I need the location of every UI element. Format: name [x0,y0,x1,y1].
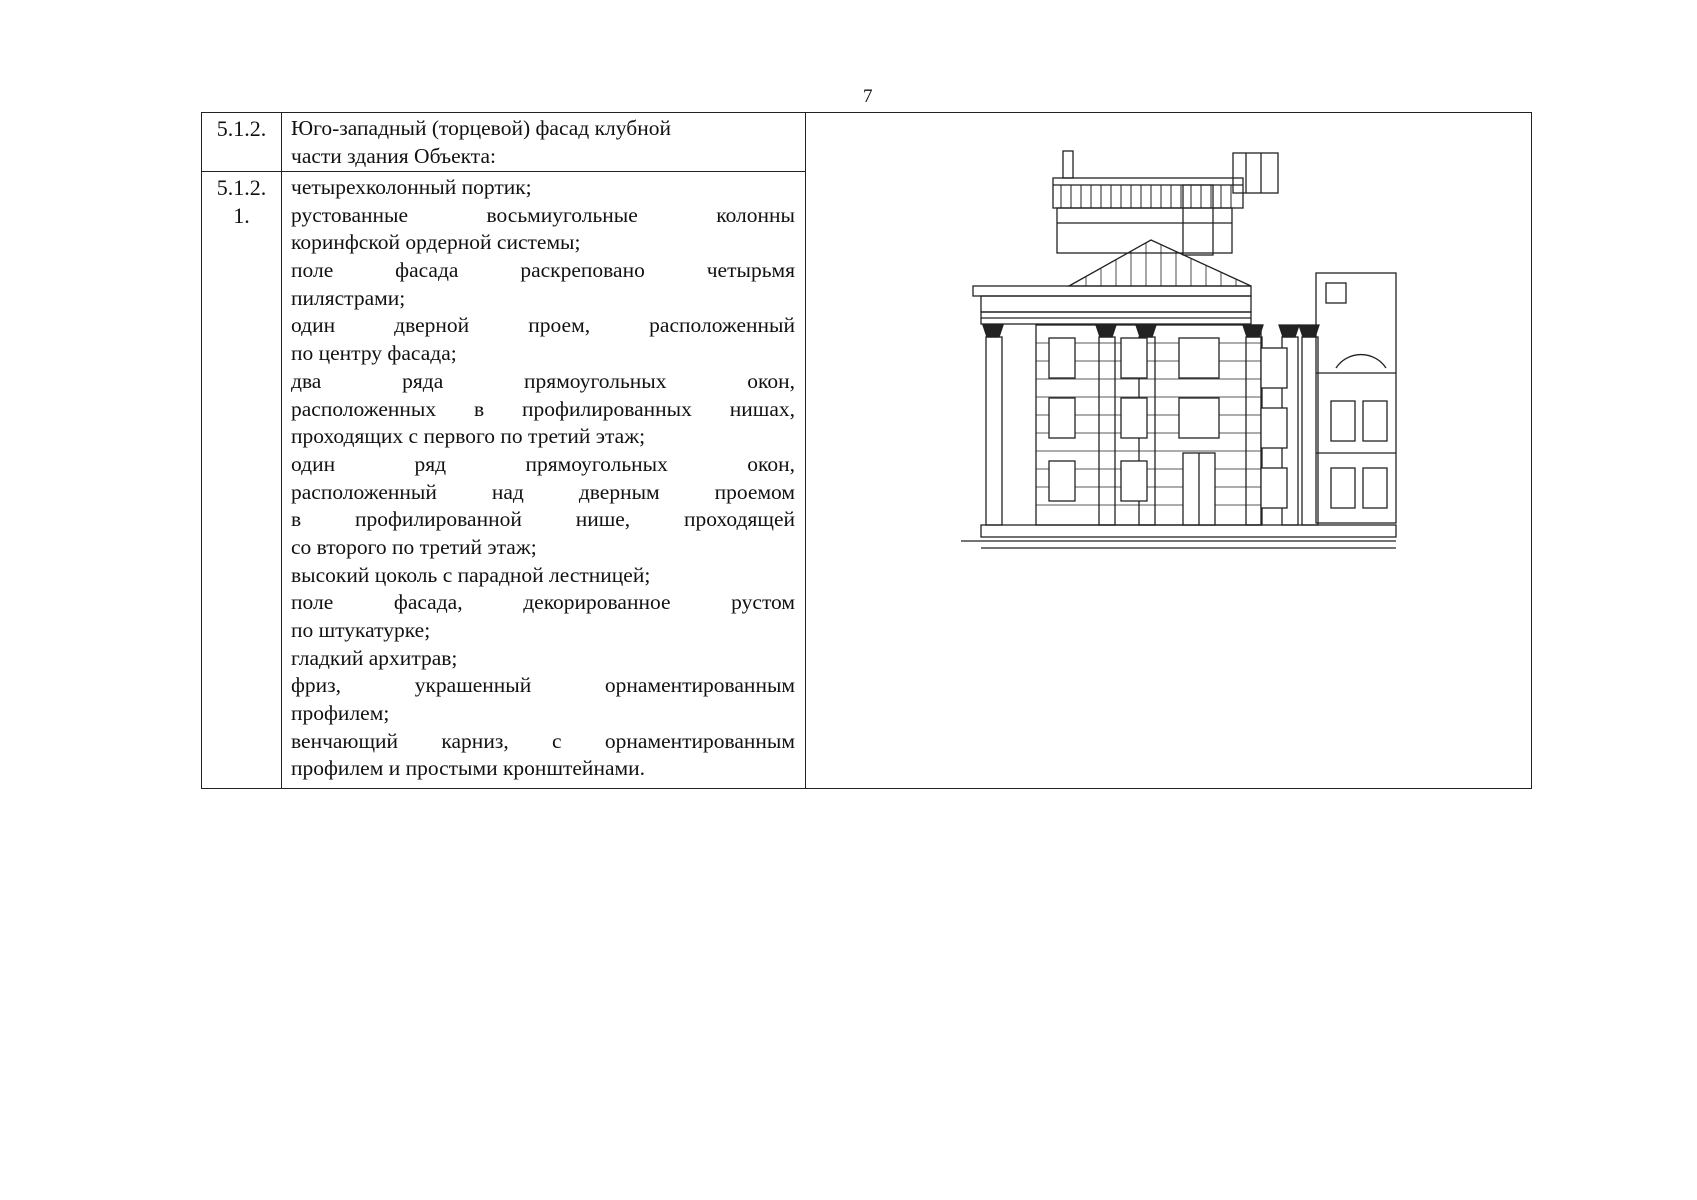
text-line: один дверной проем, расположенный [291,313,795,338]
text-line: поле фасада раскреповано четырьмя [291,258,795,283]
image-cell [806,113,1532,789]
text-line: со второго по третий этаж; [291,534,537,559]
text-line: Юго-западный (торцевой) фасад клубной [291,116,671,140]
text-line: четырехколонный портик; [291,175,532,199]
text-line: расположенный над дверным проемом [291,479,795,504]
table-row [202,113,1532,172]
page-number: 7 [863,86,873,107]
feature-table [201,112,1532,789]
text-line: высокий цоколь с парадной лестницей; [291,562,651,587]
text-line: два ряда прямоугольных окон, [291,368,795,393]
text-line: в профилированной нише, проходящей [291,507,795,532]
text-line: профилем; [291,701,390,726]
text-line: проходящих с первого по третий этаж; [291,424,646,449]
text-line: пилястрами; [291,285,406,310]
text-line: венчающий карниз, с орнаментированным [291,728,795,753]
text-line: части здания Объекта: [291,143,496,168]
text-line: коринфской ордерной системы; [291,230,581,255]
text-line: по центру фасада; [291,341,457,366]
text-line: профилем и простыми кронштейнами. [291,756,645,781]
text-line: рустованные восьмиугольные колонны [291,202,795,227]
row-text [282,113,806,172]
row-number [202,172,282,789]
row-number-text: 1. [233,203,250,228]
building-facade-drawing-icon [961,143,1421,573]
row-number-text: 5.1.2. [216,116,267,141]
row-number [202,113,282,172]
text-line: расположенных в профилированных нишах, [291,396,795,421]
text-line: по штукатурке; [291,618,431,642]
row-text [282,172,806,789]
text-line: поле фасада, декорированное рустом [291,590,795,615]
text-line: гладкий архитрав; [291,645,458,670]
text-line: фриз, украшенный орнаментированным [291,673,795,698]
row-number-text: 5.1.2. [216,175,267,200]
text-line: один ряд прямоугольных окон, [291,451,795,476]
